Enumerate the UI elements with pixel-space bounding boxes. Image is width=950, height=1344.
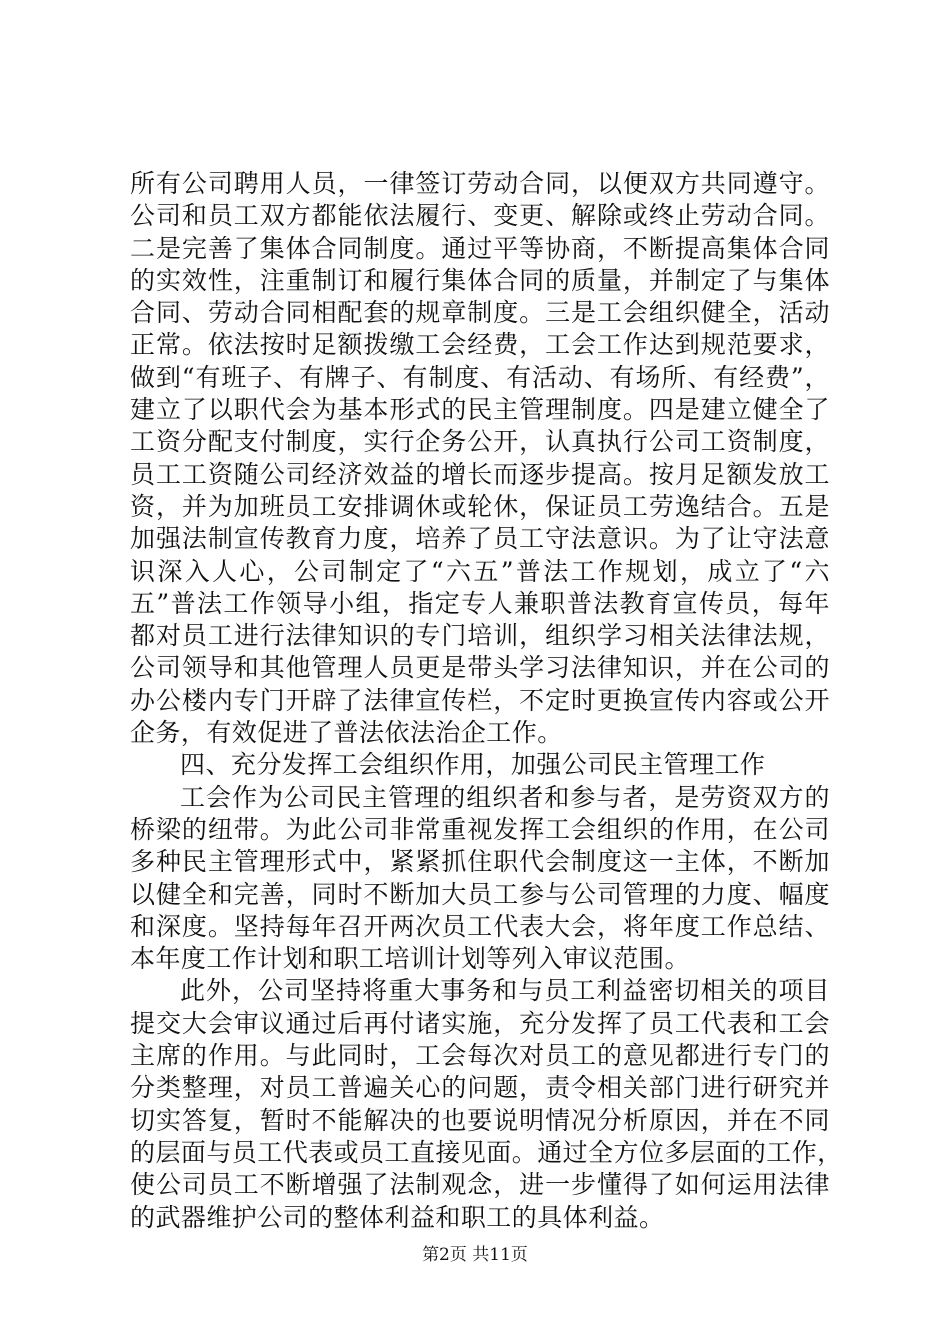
section-heading: 四、充分发挥工会组织作用，加强公司民主管理工作	[180, 750, 766, 780]
paragraph-line: 分类整理，对员工普遍关心的问题，责令相关部门进行研究并	[130, 1073, 830, 1103]
paragraph-line: 和深度。坚持每年召开两次员工代表大会，将年度工作总结、	[130, 911, 830, 941]
paragraph-line: 公司和员工双方都能依法履行、变更、解除或终止劳动合同。	[130, 201, 830, 231]
paragraph-line: 的层面与员工代表或员工直接见面。通过全方位多层面的工作，	[130, 1137, 843, 1167]
paragraph-line: 工资分配支付制度，实行企务公开，认真执行公司工资制度，	[130, 427, 830, 457]
paragraph-line: 使公司员工不断增强了法制观念，进一步懂得了如何运用法律	[130, 1170, 830, 1200]
paragraph-line: 本年度工作计划和职工培训计划等列入审议范围。	[130, 944, 690, 974]
paragraph-line: 以健全和完善，同时不断加大员工参与公司管理的力度、幅度	[130, 879, 830, 909]
paragraph-line: 识深入人心，公司制定了“六五”普法工作规划，成立了“六	[130, 556, 830, 586]
paragraph-line: 做到“有班子、有牌子、有制度、有活动、有场所、有经费”，	[130, 362, 830, 392]
document-body	[130, 168, 843, 1234]
paragraph-line: 合同、劳动合同相配套的规章制度。三是工会组织健全，活动	[130, 298, 830, 328]
paragraph-line: 二是完善了集体合同制度。通过平等协商，不断提高集体合同	[130, 233, 830, 263]
page-number-footer: 第2页 共11页	[422, 1245, 528, 1265]
paragraph-line: 多种民主管理形式中，紧紧抓住职代会制度这一主体，不断加	[130, 847, 830, 877]
paragraph-line: 资，并为加班员工安排调休或轮休，保证员工劳逸结合。五是	[130, 491, 830, 521]
paragraph-line: 工会作为公司民主管理的组织者和参与者，是劳资双方的	[180, 782, 830, 812]
paragraph-line: 的武器维护公司的整体利益和职工的具体利益。	[130, 1202, 665, 1232]
paragraph-line: 加强法制宣传教育力度，培养了员工守法意识。为了让守法意	[130, 524, 830, 554]
paragraph-line: 所有公司聘用人员，一律签订劳动合同，以便双方共同遵守。	[130, 169, 830, 198]
paragraph-line: 的实效性，注重制订和履行集体合同的质量，并制定了与集体	[130, 265, 830, 295]
paragraph-line: 都对员工进行法律知识的专门培训，组织学习相关法律法规，	[130, 621, 830, 651]
paragraph-line: 五”普法工作领导小组，指定专人兼职普法教育宣传员，每年	[130, 588, 830, 618]
paragraph-line: 企务，有效促进了普法依法治企工作。	[130, 718, 563, 748]
paragraph-line: 员工工资随公司经济效益的增长而逐步提高。按月足额发放工	[130, 459, 830, 489]
paragraph-line: 桥梁的纽带。为此公司非常重视发挥工会组织的作用，在公司	[130, 814, 830, 844]
paragraph-line: 公司领导和其他管理人员更是带头学习法律知识，并在公司的	[130, 653, 830, 683]
paragraph-line: 提交大会审议通过后再付诸实施，充分发挥了员工代表和工会	[130, 1008, 830, 1038]
paragraph-line: 此外，公司坚持将重大事务和与员工利益密切相关的项目	[180, 976, 830, 1006]
paragraph-line: 正常。依法按时足额拨缴工会经费，工会工作达到规范要求，	[130, 330, 830, 360]
paragraph-line: 切实答复，暂时不能解决的也要说明情况分析原因，并在不同	[130, 1105, 830, 1135]
paragraph-line: 主席的作用。与此同时，工会每次对员工的意见都进行专门的	[130, 1041, 830, 1071]
paragraph-line: 办公楼内专门开辟了法律宣传栏，不定时更换宣传内容或公开	[130, 685, 830, 715]
paragraph-line: 建立了以职代会为基本形式的民主管理制度。四是建立健全了	[130, 395, 830, 425]
